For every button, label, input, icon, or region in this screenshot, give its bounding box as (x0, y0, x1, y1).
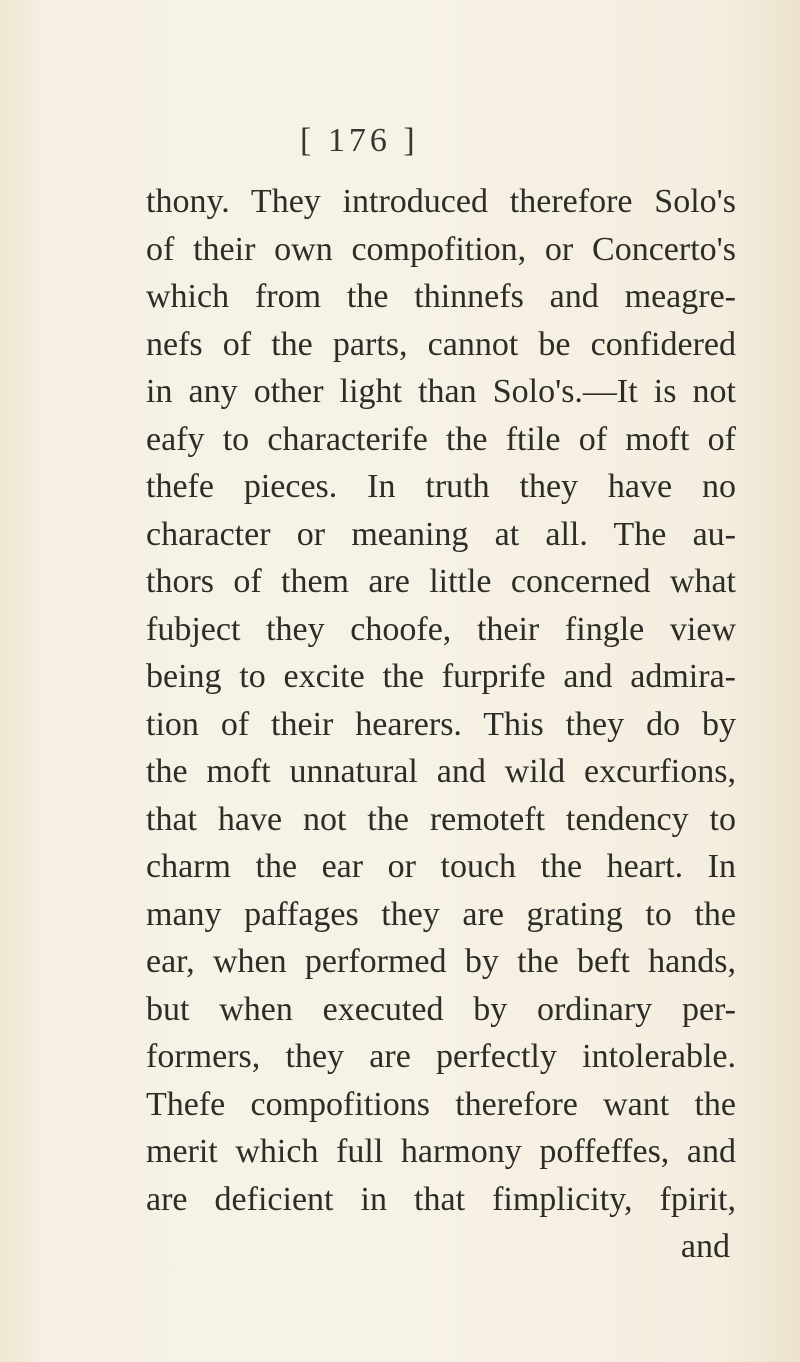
text-line: eafy to characterife the ftile of moft of (146, 420, 736, 458)
text-line: thony. They introduced therefore Solo's (146, 183, 736, 220)
catchword: and (680, 1228, 730, 1265)
text-line: thefe pieces. In truth they have no (146, 468, 736, 505)
text-line: ear, when performed by the beft hands, (146, 943, 736, 980)
text-line: fubject they choofe, their fingle view (146, 610, 736, 648)
text-line: in any other light than Solo's.—It is not (146, 373, 736, 410)
text-line: that have not the remoteft tendency to (146, 800, 736, 838)
text-line: character or meaning at all. The au- (146, 515, 736, 553)
body-text (146, 178, 736, 1271)
text-line: thors of them are little concerned what (146, 563, 736, 600)
page-number: [ 176 ] (300, 122, 419, 159)
text-line: nefs of the parts, cannot be confidered (146, 325, 736, 363)
text-line: the moft unnatural and wild excurfions, (146, 753, 736, 790)
text-line: merit which full harmony poffeffes, and (146, 1133, 736, 1170)
text-line: are deficient in that fimplicity, fpirit, (146, 1180, 736, 1218)
text-line: being to excite the furprife and admira- (146, 658, 736, 695)
text-line: which from the thinnefs and meagre- (146, 278, 736, 315)
text-line: tion of their hearers. This they do by (146, 705, 736, 743)
text-line: Thefe compofitions therefore want the (146, 1085, 736, 1123)
text-line: charm the ear or touch the heart. In (146, 848, 736, 885)
text-line: of their own compofition, or Concerto's (146, 230, 736, 268)
text-line: but when executed by ordinary per- (146, 990, 736, 1028)
text-line: formers, they are perfectly intolerable. (146, 1038, 736, 1075)
text-line: many paffages they are grating to the (146, 895, 736, 933)
